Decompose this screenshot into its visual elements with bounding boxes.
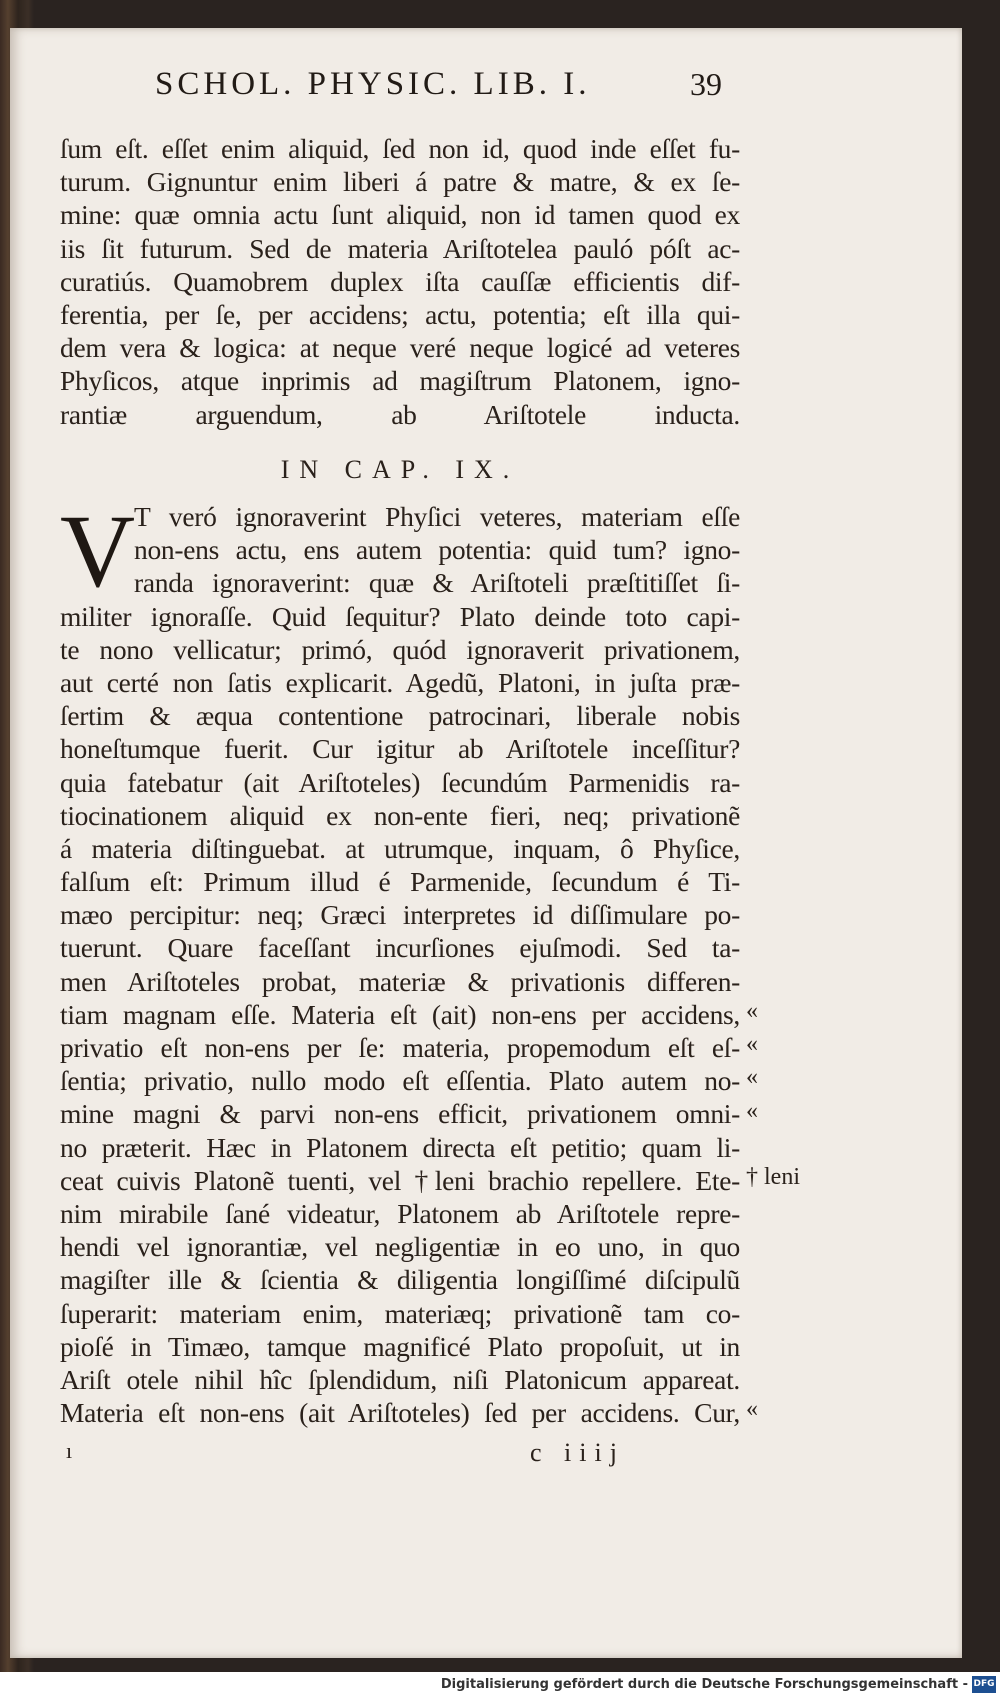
text-line: ſertim & æqua contentione patrocinari, liberale nobis <box>60 700 740 732</box>
text-line: T veró ignoraverint Phyſici veteres, materiam eſſe <box>134 501 740 532</box>
text-line: hendi vel ignorantiæ, vel negligentiæ in eo uno, in quo <box>60 1231 740 1263</box>
text-block-body <box>60 494 740 1429</box>
footer-band <box>0 1672 1000 1699</box>
text-line: nim mirabile ſané videatur, Platonem ab Ariſtotele repre- <box>60 1197 740 1229</box>
footer-credit: Digitalisierung gefördert durch die Deutsche Forschungsgemeinschaft - <box>440 1677 968 1692</box>
text-line: ſuperarit: materiam enim, materiæq; privationẽ tam co- <box>60 1297 740 1329</box>
text-line: rantiæ arguendum, ab Ariſtotele inducta. <box>60 398 740 430</box>
margin-note: « <box>746 1064 758 1091</box>
text-line: mine: quæ omnia actu ſunt aliquid, non id tamen quod ex <box>60 199 740 231</box>
text-line: iis ſit futurum. Sed de materia Ariſtotelea pauló póſt ac- <box>60 232 740 264</box>
text-line: quia fatebatur (ait Ariſtoteles) ſecundúm Parmenidis ra- <box>60 766 740 798</box>
margin-note: « <box>746 998 758 1024</box>
text-line: aut certé non ſatis explicarit. Agedũ, Platoni, in juſta præ- <box>60 666 740 698</box>
text-line: men Ariſtoteles probat, materiæ & privationis differen- <box>60 965 740 997</box>
margin-note: « <box>746 1097 758 1124</box>
text-line: militer ignoraſſe. Quid ſequitur? Plato deinde toto capi- <box>60 600 740 632</box>
book-page <box>10 28 962 1658</box>
text-line: falſum eſt: Primum illud é Parmenide, ſecundum é Ti- <box>60 866 740 898</box>
text-line: Ariſt otele nihil hîc ſplendidum, niſi Platonicum appareat. <box>60 1363 740 1395</box>
signature-left-mark: ı <box>66 1438 73 1463</box>
text-line: á materia diſtinguebat. at utrumque, inquam, ô Phyſice, <box>60 832 740 864</box>
section-heading: IN CAP. IX. <box>280 455 520 484</box>
text-line: tiocinationem aliquid ex non-ente fieri, neq; privationẽ <box>60 799 740 831</box>
text-line: randa ignoraverint: quæ & Ariſtoteli præſtitiſſet ſi- <box>134 567 740 599</box>
running-title: SCHOL. PHYSIC. LIB. I. <box>155 66 591 102</box>
text-line: tuerunt. Quare faceſſant incurſiones ejuſmodi. Sed ta- <box>60 932 740 964</box>
text-line: ceat cuivis Platonẽ tuenti, vel †leni brachio repellere. Ete- <box>60 1164 740 1196</box>
text-line: ſentia; privatio, nullo modo eſt eſſentia. Plato autem no- <box>60 1065 740 1097</box>
dfg-logo: DFG <box>972 1676 996 1693</box>
text-block-top <box>60 132 740 431</box>
text-line: honeſtumque fuerit. Cur igitur ab Ariſtotele inceſſitur? <box>60 733 740 765</box>
text-line: turum. Gignuntur enim liberi á patre & matre, & ex ſe- <box>60 166 740 198</box>
text-line: magiſter ille & ſcientia & diligentia longiſſimé diſcipulũ <box>60 1264 740 1296</box>
text-line: no præterit. Hæc in Platonem directa eſt petitio; quam li- <box>60 1131 740 1163</box>
text-line: curatiús. Quamobrem duplex iſta cauſſæ efficientis dif- <box>60 265 740 297</box>
text-line: privatio eſt non-ens per ſe: materia, propemodum eſt eſ- <box>60 1032 740 1063</box>
text-line: Materia eſt non-ens (ait Ariſtoteles) ſed per accidens. Cur, <box>60 1397 740 1429</box>
page-number: 39 <box>690 66 722 102</box>
margin-note: « <box>746 1031 758 1058</box>
text-line: tiam magnam eſſe. Materia eſt (ait) non-ens per accidens, <box>60 998 740 1030</box>
text-line: non-ens actu, ens autem potentia: quid tum? igno- <box>134 534 740 566</box>
signature-mark: c iiij <box>530 1438 625 1467</box>
text-line: mæo percipitur: neq; Græci interpretes id diſſimulare po- <box>60 899 740 931</box>
text-line: ſum eſt. eſſet enim aliquid, ſed non id, quod inde eſſet fu- <box>60 133 740 164</box>
signature-line <box>60 1438 740 1472</box>
drop-cap: V <box>60 494 136 609</box>
text-line: ferentia, per ſe, per accidens; actu, potentia; eſt illa qui- <box>60 298 740 330</box>
margin-note: † leni <box>746 1164 800 1190</box>
running-head <box>50 62 930 114</box>
text-line: mine magni & parvi non-ens efficit, privationem omni- <box>60 1098 740 1130</box>
text-line: pioſé in Timæo, tamque magnificé Plato propoſuit, ut in <box>60 1330 740 1362</box>
text-line: Phyſicos, atque inprimis ad magiſtrum Platonem, igno- <box>60 365 740 397</box>
margin-note: « <box>746 1396 758 1423</box>
text-line: te nono vellicatur; primó, quód ignoraverit privationem, <box>60 633 740 665</box>
text-line: dem vera & logica: at neque veré neque logicé ad veteres <box>60 332 740 364</box>
